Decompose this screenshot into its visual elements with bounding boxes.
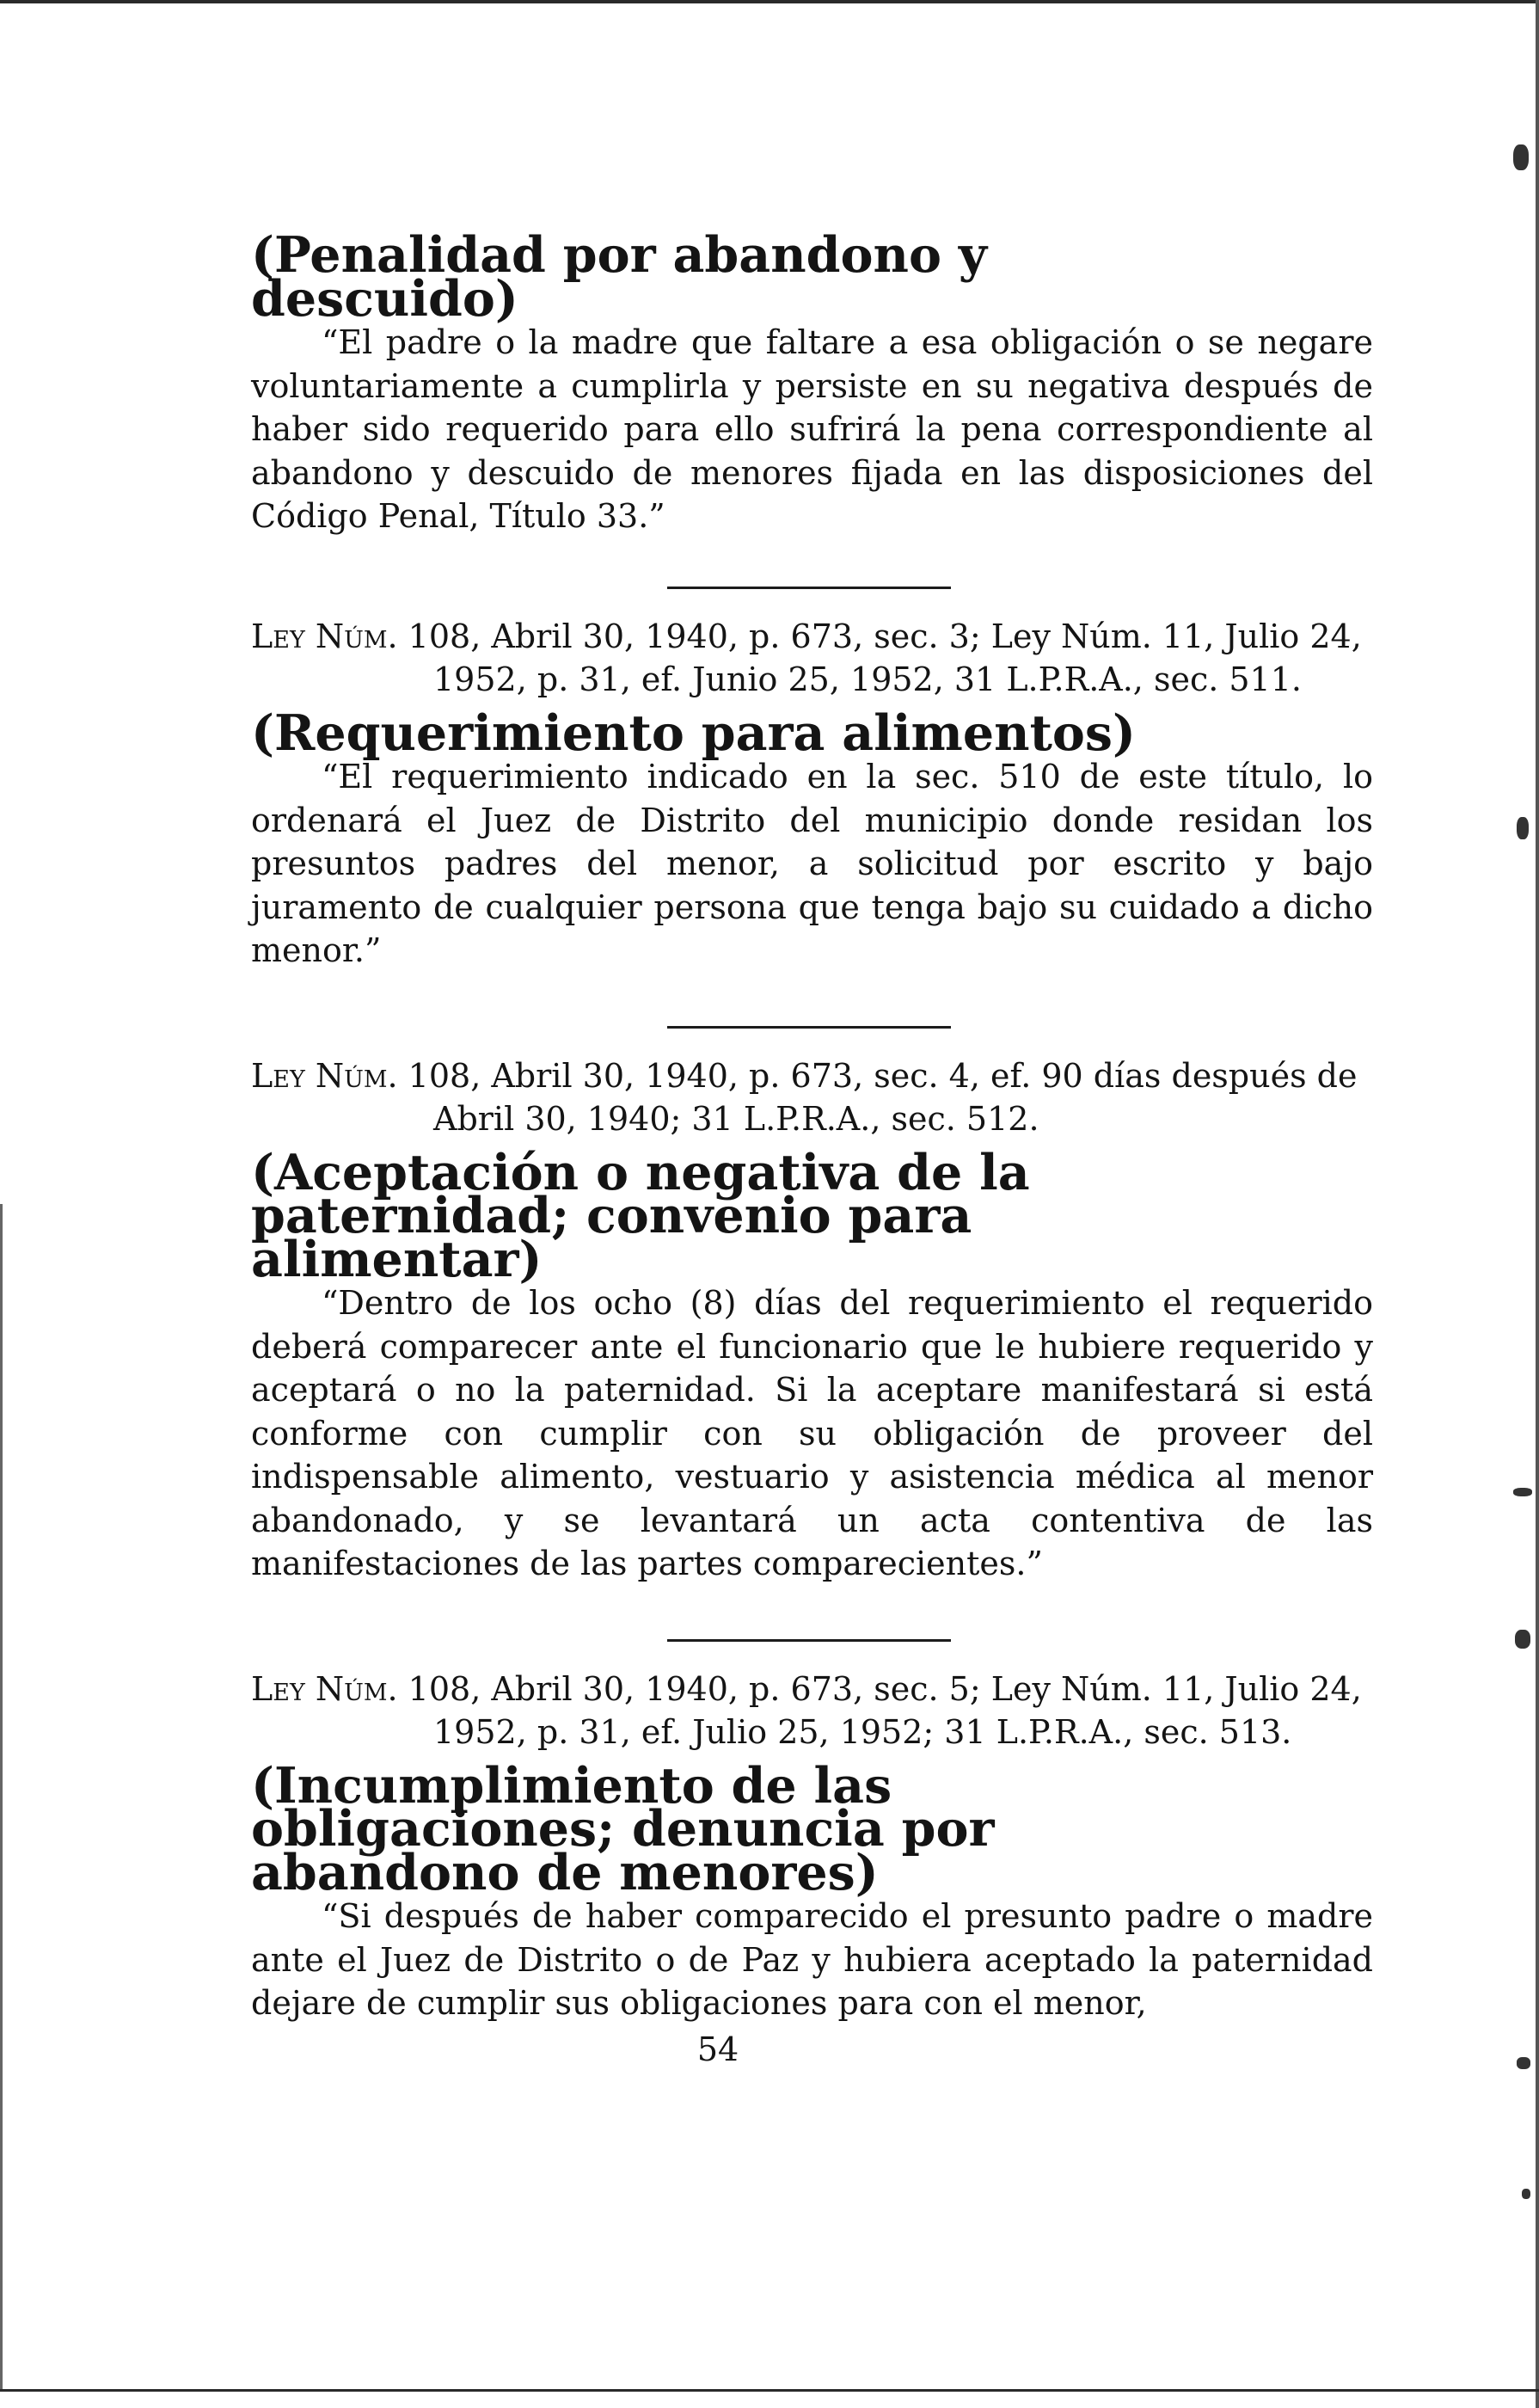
citation-lead: Ley Núm. bbox=[251, 617, 398, 655]
margin-ink-speck bbox=[1517, 817, 1529, 839]
page-number: 54 bbox=[696, 2030, 739, 2068]
legal-citation bbox=[251, 1054, 1373, 1141]
citation-text: 108, Abril 30, 1940, p. 673, sec. 3; Ley Núm. 11, Julio 24, 1952, p. 31, ef. Junio 25, 1952, 31 L.P.R.A., sec. 511. bbox=[408, 617, 1362, 698]
margin-ink-speck bbox=[1517, 2057, 1530, 2069]
section-paragraph: “Si después de haber comparecido el presunto padre o madre ante el Juez de Distrito o de Paz y hubiera aceptado la paternidad dejare de cumplir sus obligaciones para con el menor, bbox=[251, 1897, 1373, 2022]
margin-ink-speck bbox=[1513, 1488, 1532, 1496]
divider-rule bbox=[667, 1026, 951, 1029]
section-requerimiento bbox=[251, 703, 1373, 1141]
section-paragraph: “Dentro de los ocho (8) días del requerimiento el requerido deberá comparecer ante el funcionario que le hubiere requerido y aceptará o no la paternidad. Si la aceptare manifestará si está conforme con cumplir con su obligación de proveer del indispensable alimento, vestuario y asistencia médica al menor abandonado, y se levantará un acta contentiva de las manifestaciones de las partes comparecientes.” bbox=[251, 1284, 1373, 1582]
section-aceptacion bbox=[251, 1143, 1373, 1754]
scan-left-border bbox=[0, 1204, 3, 2391]
section-incumplimiento bbox=[251, 1756, 1373, 2025]
section-paragraph: “El requerimiento indicado en la sec. 510 de este título, lo ordenará el Juez de Distrito del municipio donde residan los presuntos padres del menor, a solicitud por escrito y bajo juramento de cualquier persona que tenga bajo su cuidado a dicho menor.” bbox=[251, 758, 1373, 969]
citation-lead: Ley Núm. bbox=[251, 1669, 398, 1708]
section-heading: (Aceptación o negativa de la paternidad; convenio para alimentar) bbox=[251, 1143, 1030, 1288]
scan-bottom-border bbox=[0, 2389, 1539, 2392]
citation-text: 108, Abril 30, 1940, p. 673, sec. 4, ef. 90 días después de Abril 30, 1940; 31 L.P.R.A., sec. 512. bbox=[408, 1056, 1358, 1138]
section-heading: (Incumplimiento de las obligaciones; denuncia por abandono de menores) bbox=[251, 1756, 995, 1901]
scan-top-border bbox=[0, 0, 1539, 3]
divider-rule bbox=[667, 587, 951, 589]
legal-citation bbox=[251, 615, 1373, 702]
section-penalidad bbox=[251, 226, 1373, 702]
divider-rule bbox=[667, 1639, 951, 1642]
legal-citation bbox=[251, 1668, 1373, 1754]
margin-ink-speck bbox=[1515, 1630, 1530, 1649]
citation-text: 108, Abril 30, 1940, p. 673, sec. 5; Ley Núm. 11, Julio 24, 1952, p. 31, ef. Julio 25, 1952; 31 L.P.R.A., sec. 513. bbox=[408, 1669, 1362, 1751]
scan-right-border bbox=[1536, 0, 1539, 2408]
margin-ink-speck bbox=[1522, 2189, 1530, 2199]
margin-ink-speck bbox=[1513, 144, 1529, 170]
document-body bbox=[251, 226, 1373, 2025]
section-heading: (Requerimiento para alimentos) bbox=[251, 703, 1136, 762]
citation-lead: Ley Núm. bbox=[251, 1056, 398, 1095]
section-paragraph: “El padre o la madre que faltare a esa obligación o se negare voluntariamente a cumplirla y persiste en su negativa después de haber sido requerido para ello sufrirá la pena correspondiente al abandono y descuido de menores fijada en las disposiciones del Código Penal, Título 33.” bbox=[251, 323, 1373, 535]
section-heading: (Penalidad por abandono y descuido) bbox=[251, 226, 987, 328]
